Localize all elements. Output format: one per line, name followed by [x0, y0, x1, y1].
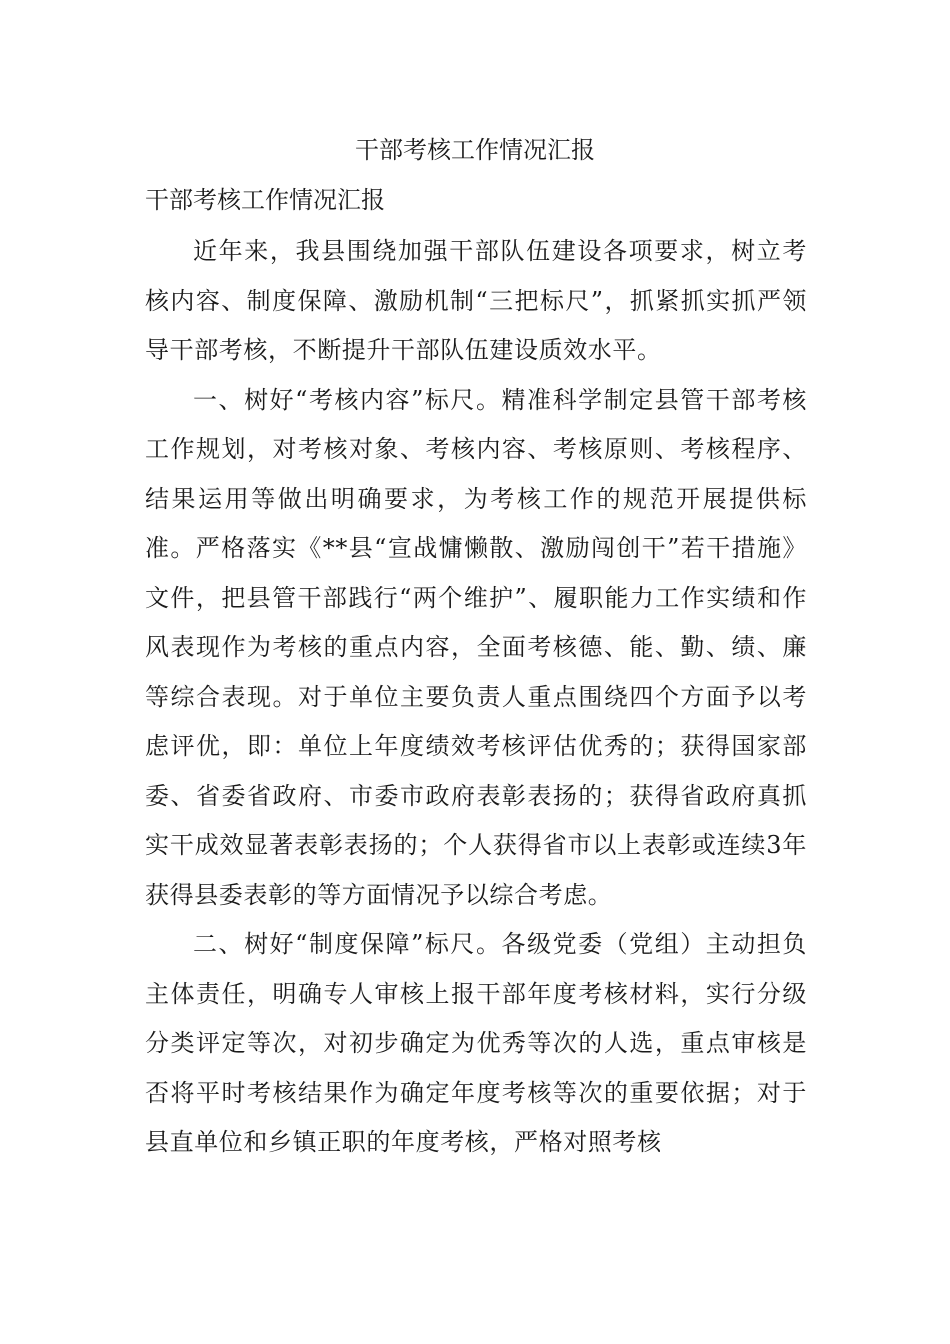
document-subtitle: 干部考核工作情况汇报: [145, 186, 385, 214]
paragraph-section-two: 二、树好“制度保障”标尺。各级党委（党组）主动担负主体责任，明确专人审核上报干部年度考核材料，实行分级分类评定等次，对初步确定为优秀等次的人选，重点审核是否将平时考核结果作为确定年度考核等次的重要依据；对于县直单位和乡镇正职的年度考核，严格对照考核: [145, 930, 807, 1156]
document-body: [145, 227, 807, 1168]
paragraph-intro: 近年来，我县围绕加强干部队伍建设各项要求，树立考核内容、制度保障、激励机制“三把标尺”，抓紧抓实抓严领导干部考核，不断提升干部队伍建设质效水平。: [145, 237, 807, 364]
paragraph-section-one: 一、树好“考核内容”标尺。精准科学制定县管干部考核工作规划，对考核对象、考核内容、考核原则、考核程序、结果运用等做出明确要求，为考核工作的规范开展提供标准。严格落实《**县“宣战慵懒散、激励闯创干”若干措施》文件，把县管干部践行“两个维护”、履职能力工作实绩和作风表现作为考核的重点内容，全面考核德、能、勤、绩、廉等综合表现。对于单位主要负责人重点围绕四个方面予以考虑评优，即：单位上年度绩效考核评估优秀的；获得国家部委、省委省政府、市委市政府表彰表扬的；获得省政府真抓实干成效显著表彰表扬的；个人获得省市以上表彰或连续3年获得县委表彰的等方面情况予以综合考虑。: [145, 385, 807, 909]
document-title: 干部考核工作情况汇报: [355, 136, 595, 164]
